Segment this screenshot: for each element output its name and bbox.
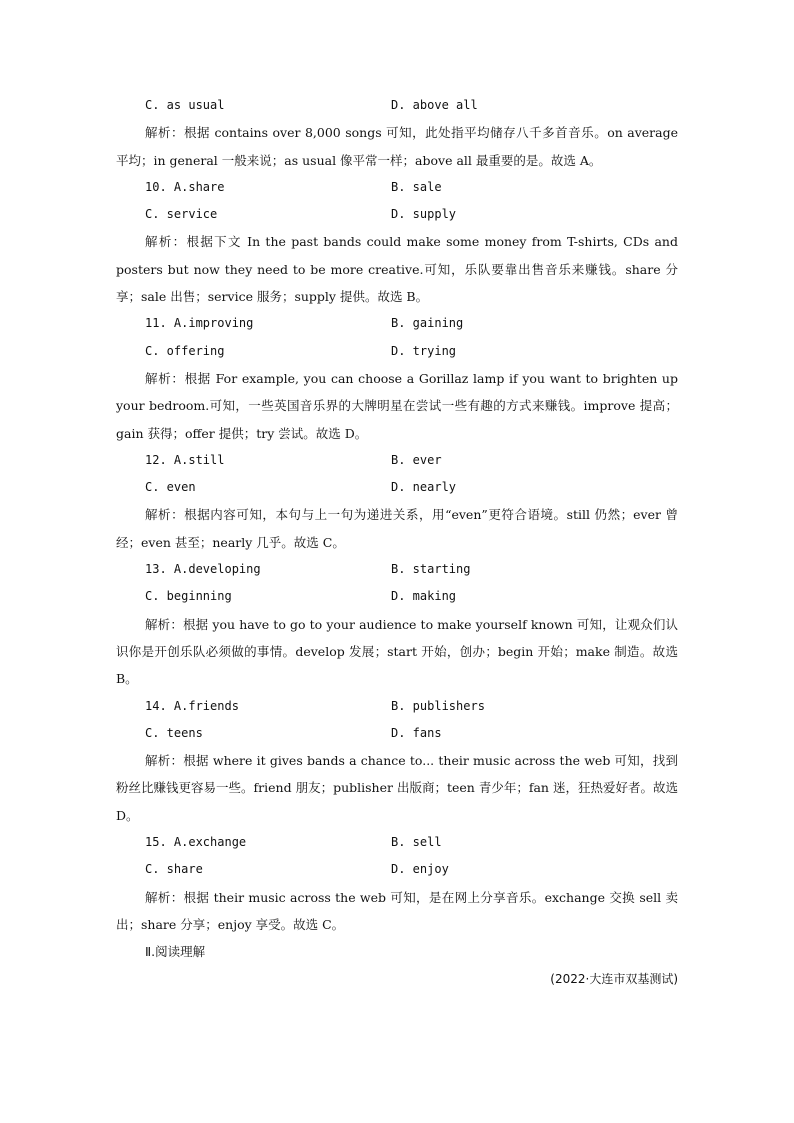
analysis-paragraph: 解析：根据 contains over 8,000 songs 可知，此处指平均储存八千多首音乐。on average 平均；in general 一般来说；as usual 像平常一样；above all 最重要的是。故选 A。 <box>116 125 678 168</box>
option-b: B. starting <box>391 562 471 577</box>
source-citation: (2022·大连市双基测试) <box>550 971 678 986</box>
option-d: D. nearly <box>391 480 457 495</box>
option-b: B. ever <box>391 452 442 467</box>
option-b: B. sale <box>391 179 442 194</box>
option-a: 11. A.improving <box>145 316 254 331</box>
option-c: C. beginning <box>145 589 232 604</box>
options-row <box>116 856 678 883</box>
options-row <box>116 720 678 747</box>
options-row <box>116 583 678 610</box>
option-c: C. share <box>145 862 203 877</box>
section-title: Ⅱ.阅读理解 <box>145 944 206 960</box>
option-b: B. publishers <box>391 698 485 713</box>
option-c: C. teens <box>145 725 203 740</box>
option-d: D. trying <box>391 343 457 358</box>
option-c: C. service <box>145 207 218 222</box>
options-row <box>116 556 678 583</box>
analysis-paragraph: 解析：根据 where it gives bands a chance to... their music across the web 可知，找到粉丝比赚钱更容易一些。friend 朋友；publisher 出版商；teen 青少年；fan 迷，狂热爱好者。故选 D。 <box>116 753 678 823</box>
option-d: D. above all <box>391 98 478 112</box>
options-row <box>116 693 678 720</box>
options-row <box>116 447 678 474</box>
option-c: C. as usual <box>145 98 225 112</box>
analysis-paragraph: 解析：根据下文 In the past bands could make some money from T-shirts, CDs and posters but now they need to be more creative.可知，乐队要靠出售音乐来赚钱。share 分享；sale 出售；service 服务；supply 提供。故选 B。 <box>116 234 678 305</box>
option-a: 15. A.exchange <box>145 835 247 850</box>
option-c: C. even <box>145 480 196 495</box>
options-row <box>116 338 678 365</box>
analysis-paragraph: 解析：根据内容可知，本句与上一句为递进关系，用“even”更符合语境。still 仍然；ever 曾经；even 甚至；nearly 几乎。故选 C。 <box>116 507 678 550</box>
options-row <box>116 174 678 201</box>
option-d: D. enjoy <box>391 862 449 877</box>
option-d: D. fans <box>391 725 442 740</box>
analysis-paragraph: 解析：根据 their music across the web 可知，是在网上分享音乐。exchange 交换 sell 卖出；share 分享；enjoy 享受。故选 C。 <box>116 889 678 932</box>
options-row <box>116 201 678 228</box>
option-a: 10. A.share <box>145 179 225 194</box>
option-c: C. offering <box>145 343 225 358</box>
option-a: 14. A.friends <box>145 698 239 713</box>
option-d: D. supply <box>391 207 457 222</box>
options-row <box>116 474 678 501</box>
options-row <box>116 92 678 119</box>
option-a: 13. A.developing <box>145 562 261 577</box>
document-page <box>116 92 678 993</box>
option-d: D. making <box>391 589 457 604</box>
option-b: B. sell <box>391 835 442 850</box>
option-a: 12. A.still <box>145 452 225 467</box>
analysis-paragraph: 解析：根据 you have to go to your audience to make yourself known 可知，让观众们认识你是开创乐队必须做的事情。develop 发展；start 开始，创办；begin 开始；make 制造。故选 B。 <box>116 616 678 687</box>
options-row <box>116 310 678 337</box>
option-b: B. gaining <box>391 316 464 331</box>
options-row <box>116 829 678 856</box>
analysis-paragraph: 解析：根据 For example, you can choose a Gorillaz lamp if you want to brighten up your bedroom.可知，一些英国音乐界的大牌明星在尝试一些有趣的方式来赚钱。improve 提高；gain 获得；offer 提供；try 尝试。故选 D。 <box>116 370 678 441</box>
